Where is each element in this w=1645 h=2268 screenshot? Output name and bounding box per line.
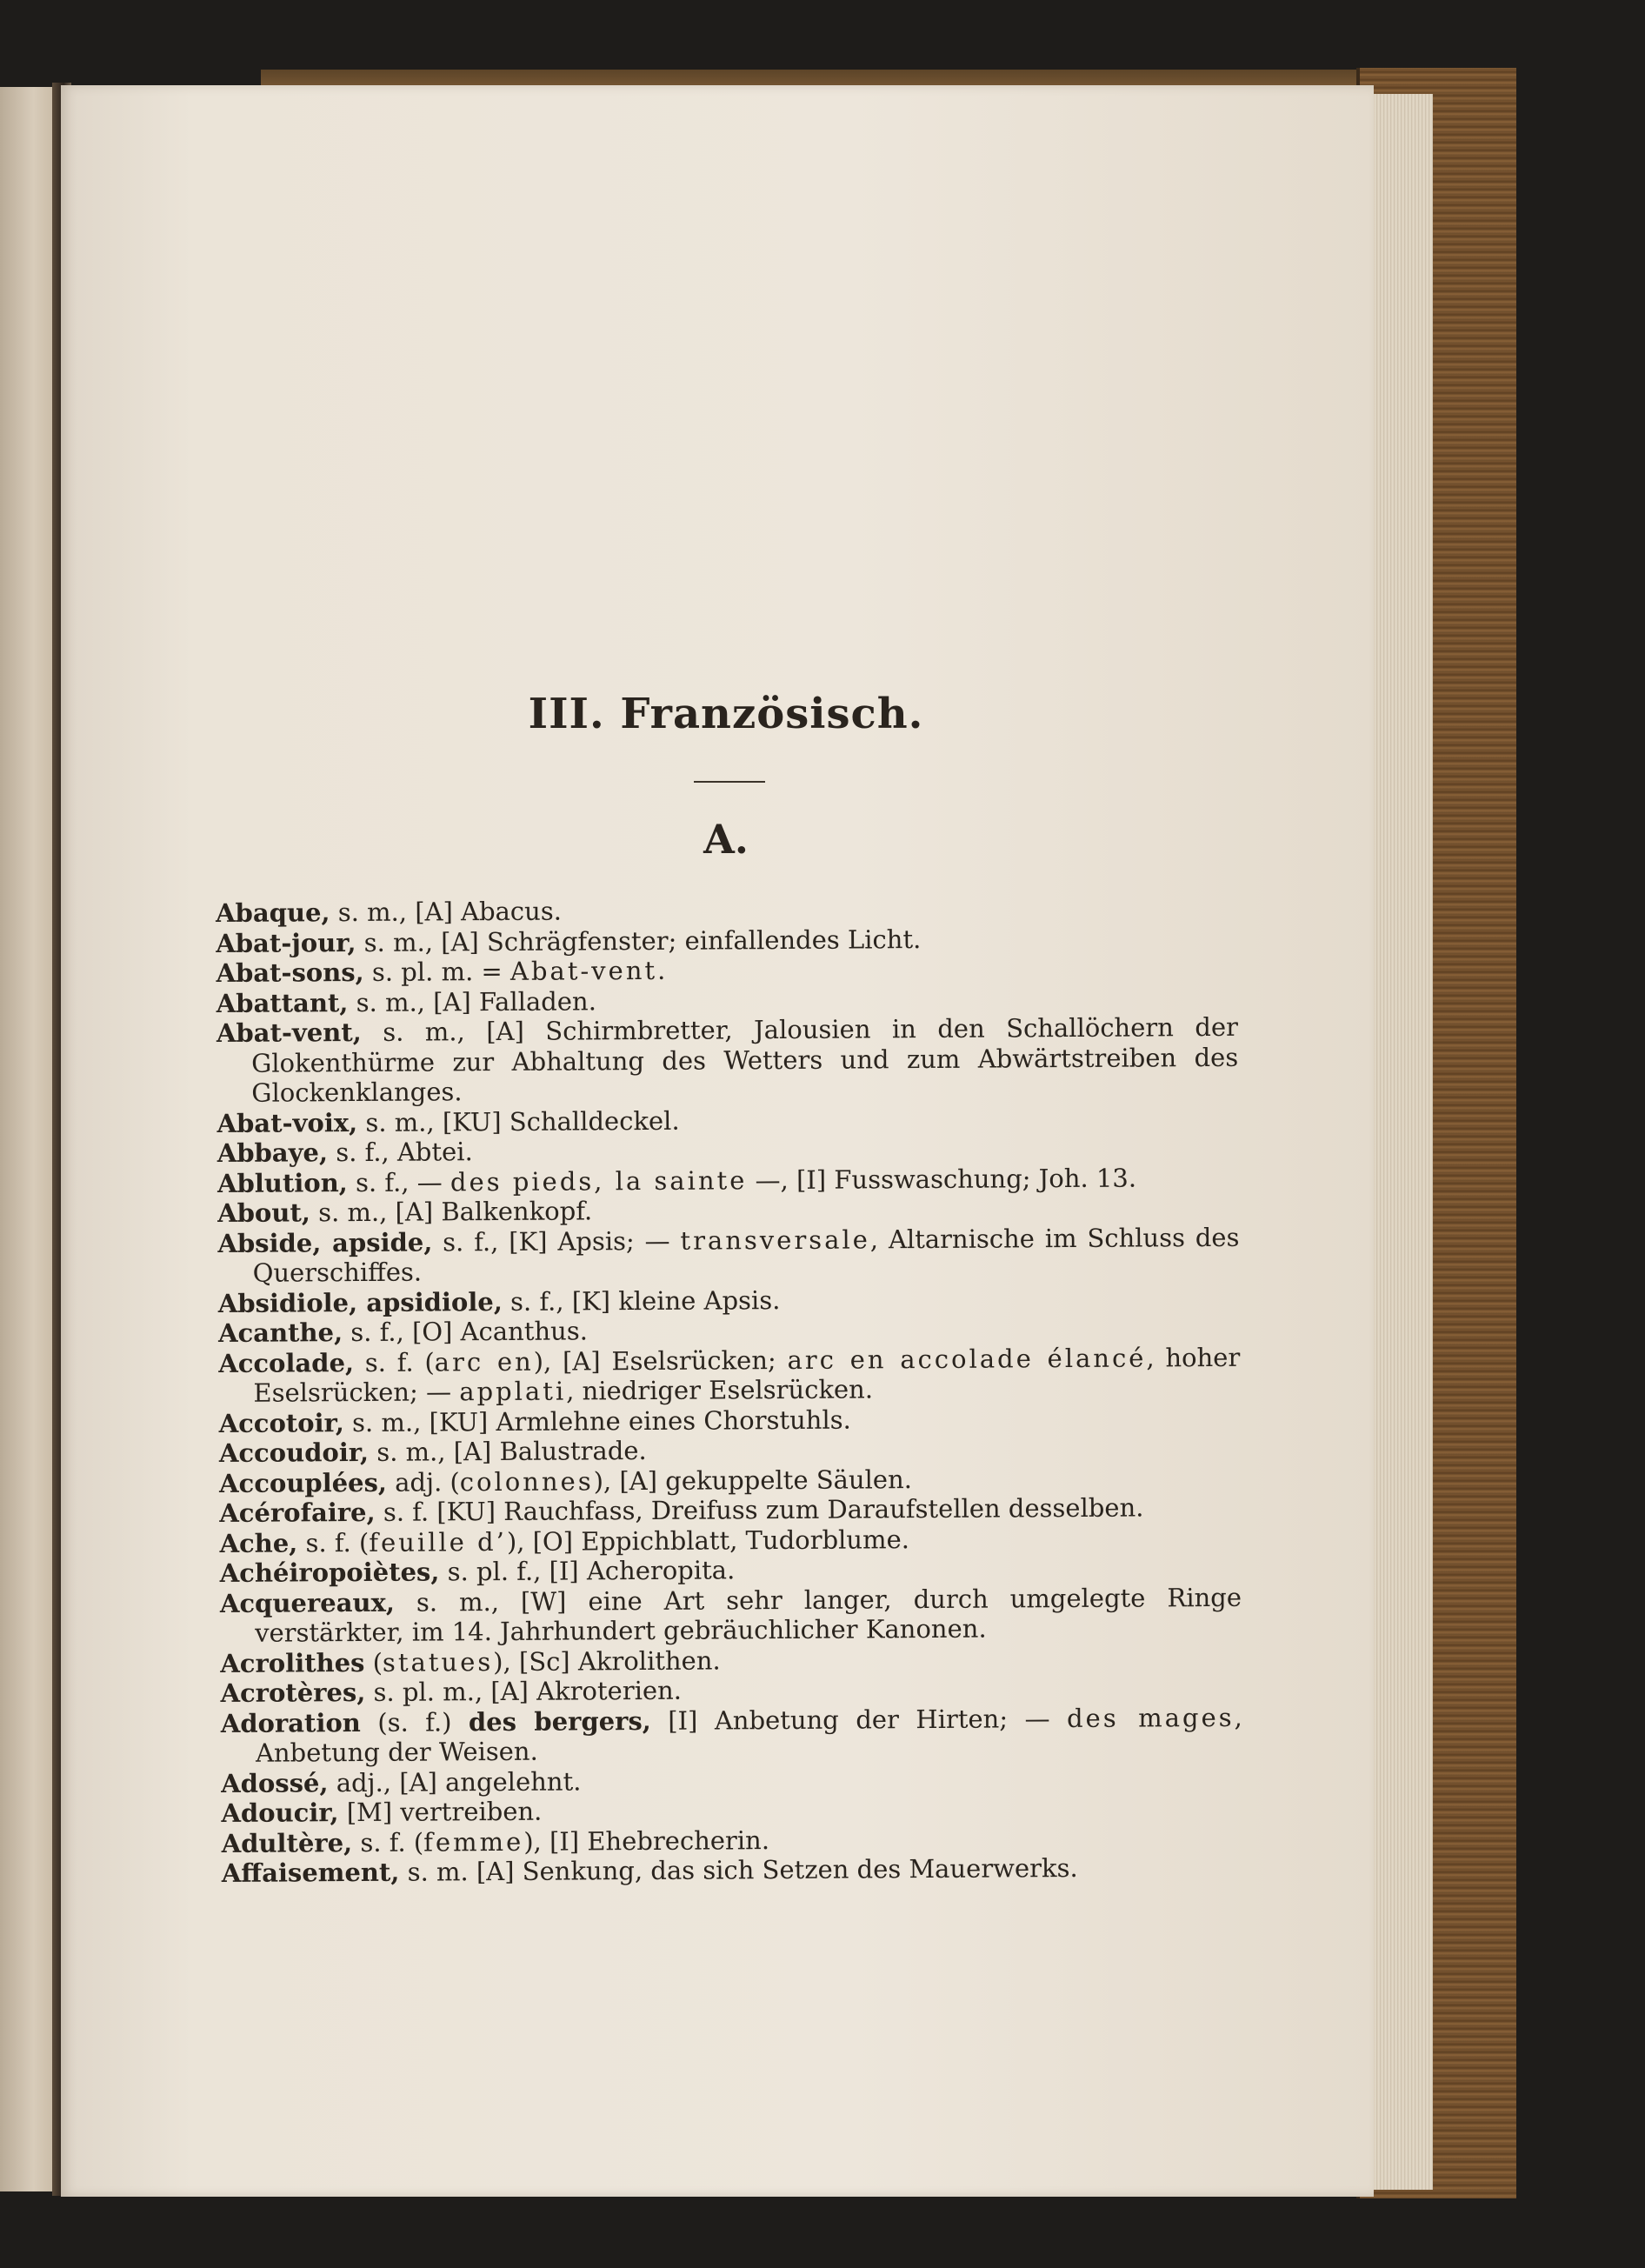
entry-text: s. f., [K] Apsis; — xyxy=(432,1225,681,1257)
dictionary-entry xyxy=(219,1492,1241,1529)
entry-text: [M] vertreiben. xyxy=(338,1796,543,1828)
headword: Affaisement, xyxy=(221,1857,400,1888)
headword: Absidiole, apsidiole, xyxy=(217,1286,503,1318)
entry-text: s. m., [KU] Armlehne eines Chorstuhls. xyxy=(343,1404,851,1438)
dictionary-entry xyxy=(221,1702,1242,1768)
headword: Accouplées, xyxy=(219,1467,388,1498)
headword: Abat-sons, xyxy=(216,957,364,988)
entry-text: . xyxy=(657,955,666,985)
headword: Achéiropoiètes, xyxy=(219,1557,440,1588)
spaced-term: statues xyxy=(382,1646,494,1678)
entry-text: s. m., [A] Falladen. xyxy=(348,985,596,1017)
headword: Abside, apside, xyxy=(217,1226,433,1258)
entry-text: ), [I] Ehebrecherin. xyxy=(523,1824,770,1857)
entry-text: , niedriger Eselsrücken. xyxy=(566,1374,874,1406)
entry-text: ), [Sc] Akrolithen. xyxy=(493,1644,721,1677)
spaced-term: transversale xyxy=(680,1224,870,1256)
headword: Acérofaire, xyxy=(219,1497,376,1528)
dictionary-entry xyxy=(217,1222,1239,1288)
entry-text: adj., [A] angelehnt. xyxy=(328,1765,582,1798)
spaced-term: des mages xyxy=(1066,1702,1235,1733)
entry-text: s. f., — xyxy=(347,1166,451,1197)
entry-text: s. m., [KU] Schalldeckel. xyxy=(357,1105,680,1137)
entry-text: ), [A] gekuppelte Säulen. xyxy=(593,1464,913,1496)
spaced-term: Abat-vent xyxy=(509,955,658,986)
headword: Abaque, xyxy=(216,897,330,928)
headword: Abat-jour, xyxy=(216,927,356,958)
headword: Acquereaux, xyxy=(219,1587,396,1618)
title-rule xyxy=(694,781,765,783)
chapter-title: III. Französisch. xyxy=(528,690,924,738)
entry-text: s. f. ( xyxy=(353,1346,435,1377)
headword: Accolade, xyxy=(218,1347,355,1378)
entry-text: s. pl. f., [I] Acheropita. xyxy=(439,1555,736,1587)
spaced-term: colonnes xyxy=(459,1465,594,1497)
entry-text: adj. ( xyxy=(386,1466,460,1498)
headword: Accoudoir, xyxy=(218,1437,370,1468)
dictionary-entry xyxy=(222,1852,1243,1889)
headword: About, xyxy=(217,1197,311,1228)
dictionary-entry xyxy=(220,1582,1242,1648)
dictionary-entry xyxy=(218,1342,1240,1408)
spaced-term: arc en xyxy=(434,1346,534,1377)
entry-text: , hoher Eselsrücken; — xyxy=(253,1342,1241,1408)
entry-text: s. f. ( xyxy=(297,1527,370,1558)
entry-text: s. f. [KU] Rauchfass, Dreifuss zum Daraufstellen desselben. xyxy=(375,1492,1144,1527)
headword: Acrotères, xyxy=(220,1677,366,1708)
entry-text: s. m., [A] Balkenkopf. xyxy=(310,1196,593,1228)
entry-text: ( xyxy=(364,1647,383,1678)
dictionary-entries xyxy=(216,892,1243,1889)
spaced-term: applati xyxy=(459,1376,567,1407)
book-page xyxy=(61,85,1374,2197)
spaced-term: feuille d’ xyxy=(369,1526,507,1558)
headword: Acanthe, xyxy=(217,1317,343,1348)
headword: Ache, xyxy=(219,1527,298,1558)
entry-text: s. m., [A] Abacus. xyxy=(330,896,562,928)
headword: Ablution, xyxy=(216,1167,348,1198)
entry-text: —, [I] Fusswaschung; Joh. 13. xyxy=(747,1163,1137,1195)
section-letter: A. xyxy=(703,816,749,863)
entry-text: s. m., [A] Schirmbretter, Jalousien in den Schallöchern der Glokenthürme zur Abhaltung des Wetters und zum Abwärtstreiben des Glockenklanges. xyxy=(251,1011,1239,1108)
entry-text: ), [A] Eselsrücken; xyxy=(533,1344,788,1377)
entry-text: , Anbetung der Weisen. xyxy=(255,1702,1242,1768)
headword: Acrolithes xyxy=(220,1647,365,1678)
spaced-term: arc en accolade élancé xyxy=(787,1342,1147,1375)
entry-text: (s. f.) xyxy=(360,1706,470,1738)
entry-text: s. pl. m., [A] Akroterien. xyxy=(365,1675,683,1707)
entry-text: s. f., [K] kleine Apsis. xyxy=(502,1284,781,1317)
spaced-term: femme xyxy=(423,1826,524,1858)
headword: Abbaye, xyxy=(216,1137,329,1168)
entry-text: , Altarnische im Schluss des Querschiffes. xyxy=(252,1222,1240,1288)
headword: Adoucir, xyxy=(221,1798,339,1828)
headword: Abat-vent, xyxy=(216,1017,362,1048)
headword: des bergers, xyxy=(468,1705,651,1737)
entry-text: [I] Anbetung der Hirten; — xyxy=(650,1703,1068,1736)
headword: Adoration xyxy=(220,1707,361,1738)
entry-text: ), [O] Eppichblatt, Tudorblume. xyxy=(506,1524,910,1557)
headword: Abattant, xyxy=(216,987,349,1018)
headword: Accotoir, xyxy=(218,1407,344,1438)
dictionary-entry xyxy=(217,1162,1239,1198)
headword: Adultère, xyxy=(221,1827,353,1858)
entry-text: s. m., [W] eine Art sehr langer, durch umgelegte Ringe verstärkter, im 14. Jahrhundert gebräuchlicher Kanonen. xyxy=(255,1582,1242,1648)
spaced-term: des pieds, la sainte xyxy=(450,1164,748,1197)
page-edges xyxy=(1372,94,1433,2190)
dictionary-entry xyxy=(216,1012,1239,1109)
entry-text: s. f., Abtei. xyxy=(327,1137,473,1168)
entry-text: s. f. ( xyxy=(352,1827,424,1858)
entry-text: s. f., [O] Acanthus. xyxy=(343,1316,588,1348)
entry-text: s. m., [A] Schrägfenster; einfallendes Licht. xyxy=(356,924,922,957)
entry-text: s. m., [A] Balustrade. xyxy=(368,1435,647,1467)
entry-text: s. m. [A] Senkung, das sich Setzen des Mauerwerks. xyxy=(399,1852,1078,1887)
headword: Abat-voix, xyxy=(216,1107,358,1138)
headword: Adossé, xyxy=(221,1767,329,1798)
entry-text: s. pl. m. = xyxy=(363,956,511,987)
